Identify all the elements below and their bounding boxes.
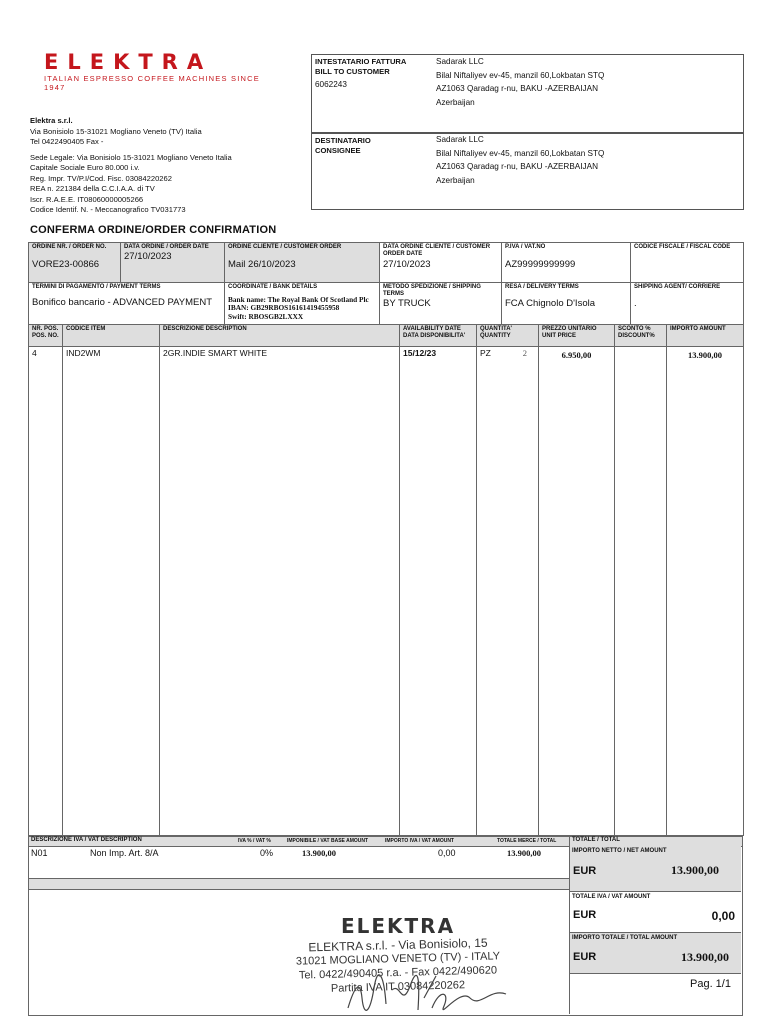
item-description: 2GR.INDIE SMART WHITE	[160, 347, 400, 836]
delivery-terms: FCA Chignolo D'Isola	[505, 298, 595, 309]
shipping-agent-header: SHIPPING AGENT/ CORRIERE	[634, 284, 721, 290]
grand-total-value: 13.900,00	[681, 950, 729, 964]
bank-iban: IBAN: GB29RBOS16161419455958	[228, 303, 340, 313]
item-availability: 15/12/23	[400, 347, 477, 836]
bank-details-cell	[225, 283, 380, 325]
company-legal: Sede Legale: Via Bonisiolo 15-31021 Mogliano Veneto Italia	[30, 152, 232, 162]
item-quantity-cell	[477, 347, 539, 836]
shipping-terms: BY TRUCK	[383, 298, 431, 309]
item-unit-price: 6.950,00	[539, 347, 615, 836]
customer-order-date: 27/10/2023	[383, 259, 431, 270]
consignee-label-en: CONSIGNEE	[315, 145, 361, 155]
stamp-line: ELEKTRA s.r.l. - Via Bonisiolo, 15	[308, 935, 488, 955]
stamp-brand: ELEKTRA	[340, 914, 456, 938]
vat-code: N01	[31, 848, 48, 858]
stamp-line: Partita IVA IT 03084220262	[330, 979, 466, 995]
customer-order: Mail 26/10/2023	[228, 259, 296, 270]
bank-details-header: COORDINATE / BANK DETAILS	[228, 284, 318, 290]
grand-total-box	[570, 933, 741, 974]
net-amount-value: 13.900,00	[671, 863, 719, 877]
shipping-terms-cell	[380, 283, 502, 325]
handwritten-signature	[340, 968, 510, 1018]
vat-total-currency: EUR	[573, 909, 597, 921]
company-address: Via Bonisiolo 15-31021 Mogliano Veneto (TV) Italia	[30, 126, 202, 136]
goods-total: 13.900,00	[507, 848, 541, 858]
col-code: CODICE ITEM	[63, 325, 160, 347]
shipping-terms-header: METODO SPEDIZIONE / SHIPPING TERMS	[383, 284, 481, 297]
total-header: TOTALE / TOTAL	[572, 837, 620, 843]
fiscal-code-cell	[631, 243, 744, 283]
item-amount: 13.900,00	[667, 347, 744, 836]
page-number: Pag. 1/1	[690, 978, 731, 990]
elektra-logo	[44, 52, 264, 92]
company-rea: REA n. 221384 della C.C.I.A.A. di TV	[30, 184, 155, 193]
company-ident: Codice Identif. N. - Meccanografico TV031773	[30, 205, 186, 214]
customer-order-date-cell	[380, 243, 502, 283]
col-unit-price: PREZZO UNITARIO UNIT PRICE	[539, 325, 615, 347]
order-no-header: ORDINE NR. / ORDER NO.	[32, 244, 107, 250]
stamp-line: Tel. 0422/490405 r.a. - Fax 0422/490620	[298, 964, 498, 982]
col-discount: SCONTO % DISCOUNT%	[615, 325, 667, 347]
company-name: Elektra s.r.l.	[30, 116, 73, 125]
consignee-box	[311, 132, 744, 210]
vat-amount-header: IMPORTO IVA / VAT AMOUNT	[385, 838, 454, 844]
fiscal-code-header: CODICE FISCALE / FISCAL CODE	[634, 244, 731, 250]
vat-no-header: P.IVA / VAT.NO	[505, 244, 546, 250]
vat-separator-band	[29, 878, 569, 890]
vat-row	[30, 848, 568, 868]
col-quantity: QUANTITA' QUANTITY	[477, 325, 539, 347]
vat-header-row	[29, 837, 569, 847]
item-unit: PZ	[480, 348, 491, 358]
customer-order-date-header: DATA ORDINE CLIENTE / CUSTOMER ORDER DATE	[383, 244, 491, 257]
delivery-terms-cell	[502, 283, 631, 325]
shipping-agent: .	[634, 298, 637, 309]
vat-base-header: IMPONIBILE / VAT BASE AMOUNT	[287, 838, 369, 844]
vat-amount: 0,00	[438, 848, 456, 858]
company-raee: Iscr. R.A.E.E. IT08060000005266	[30, 194, 144, 204]
bill-to-line: Azerbaijan	[436, 97, 475, 107]
consignee-line: Sadarak LLC	[436, 135, 484, 144]
vat-desc-header: DESCRIZIONE IVA / VAT DESCRIPTION	[31, 837, 142, 843]
bill-to-line: Bilal Niftaliyev ev-45, manzil 60,Lokbatan STQ	[436, 70, 605, 80]
bill-to-line: AZ1063 Qaradag r-nu, BAKU -AZERBAIJAN	[436, 84, 598, 93]
net-amount-box	[570, 846, 741, 892]
bank-name: Bank name: The Royal Bank Of Scotland Plc	[228, 295, 369, 304]
payment-terms: Bonifico bancario - ADVANCED PAYMENT	[32, 297, 213, 308]
bill-to-label-en: BILL TO CUSTOMER	[315, 66, 390, 76]
order-info-table	[28, 242, 744, 325]
item-quantity: 2	[522, 348, 527, 358]
col-pos: NR. POS. POS. NO.	[29, 325, 63, 347]
consignee-line: Azerbaijan	[436, 175, 475, 185]
vat-total-label: TOTALE IVA / VAT AMOUNT	[572, 894, 651, 900]
vat-description: Non Imp. Art. 8/A	[90, 848, 159, 858]
bank-swift: Swift: RBOSGB2LXXX	[228, 311, 304, 321]
company-info	[30, 116, 300, 216]
item-code: IND2WM	[63, 347, 160, 836]
net-amount-label: IMPORTO NETTO / NET AMOUNT	[572, 848, 667, 854]
net-amount-currency: EUR	[573, 865, 597, 877]
bill-to-label-it: INTESTATARIO FATTURA	[315, 57, 407, 66]
vat-total-value: 0,00	[711, 909, 735, 923]
logo-tagline: ITALIAN ESPRESSO COFFEE MACHINES SINCE 1947	[44, 74, 260, 92]
delivery-terms-header: RESA / DELIVERY TERMS	[505, 284, 579, 290]
item-discount	[615, 347, 667, 836]
vat-rate: 0%	[260, 848, 274, 858]
order-no: VORE23-00866	[32, 259, 100, 270]
customer-order-cell	[225, 243, 380, 283]
consignee-label-it: DESTINATARIO	[315, 136, 371, 145]
order-date: 27/10/2023	[124, 251, 172, 262]
bill-to-box	[311, 54, 744, 134]
logo-wordmark: ELEKTRA	[44, 50, 213, 74]
col-availability: AVAILABILITY DATE DATA DISPONIBILITA'	[400, 325, 477, 347]
bill-to-line: Sadarak LLC	[436, 57, 484, 66]
vat-rate-header: IVA % / VAT %	[238, 838, 271, 844]
document-title: CONFERMA ORDINE/ORDER CONFIRMATION	[30, 224, 277, 236]
vat-no: AZ99999999999	[505, 259, 576, 270]
table-row	[29, 347, 744, 836]
goods-total-header: TOTALE MERCE / TOTAL	[497, 838, 557, 844]
bill-to-code: 6062243	[315, 80, 347, 89]
grand-total-currency: EUR	[573, 951, 597, 963]
item-pos: 4	[29, 347, 63, 836]
vat-no-cell	[502, 243, 631, 283]
consignee-line: AZ1063 Qaradag r-nu, BAKU -AZERBAIJAN	[436, 162, 598, 171]
payment-terms-header: TERMINI DI PAGAMENTO / PAYMENT TERMS	[32, 284, 161, 290]
company-capital: Capitale Sociale Euro 80.000 i.v.	[30, 163, 140, 172]
customer-order-header: ORDINE CLIENTE / CUSTOMER ORDER	[228, 244, 342, 250]
items-table	[28, 324, 744, 836]
grand-total-label: IMPORTO TOTALE / TOTAL AMOUNT	[572, 935, 678, 941]
order-date-header: DATA ORDINE / ORDER DATE	[124, 244, 209, 250]
consignee-line: Bilal Niftaliyev ev-45, manzil 60,Lokbatan STQ	[436, 148, 605, 158]
shipping-agent-cell	[631, 283, 744, 325]
vat-base: 13.900,00	[302, 848, 336, 858]
stamp-line: 31021 MOGLIANO VENETO (TV) - ITALY	[295, 950, 501, 968]
vat-total-box	[570, 892, 741, 933]
company-reg: Reg. Impr. TV/P.I/Cod. Fisc. 03084220262	[30, 173, 172, 183]
order-no-cell	[29, 243, 121, 283]
order-date-cell	[121, 243, 225, 283]
payment-terms-cell	[29, 283, 225, 325]
col-amount: IMPORTO AMOUNT	[667, 325, 744, 347]
col-description: DESCRIZIONE DESCRIPTION	[160, 325, 400, 347]
company-tel: Tel 0422490405 Fax -	[30, 137, 104, 146]
